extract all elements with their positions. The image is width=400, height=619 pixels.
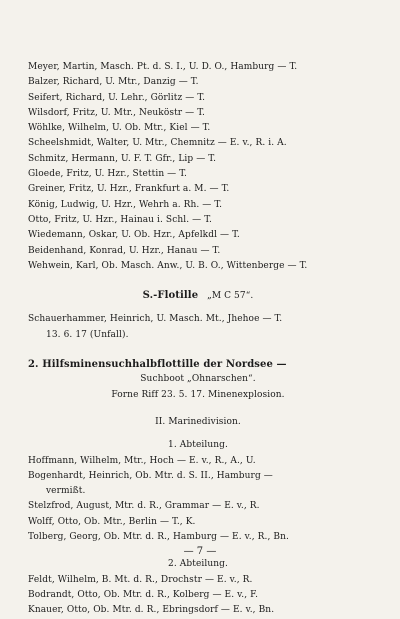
list-item: Stelzfrod, August, Mtr. d. R., Grammar — E. v., R. xyxy=(28,501,260,512)
list-item: Wilsdorf, Fritz, U. Mtr., Neuköstr — T. xyxy=(28,107,205,118)
list-item: Feldt, Wilhelm, B. Mt. d. R., Drochstr — E. v., R. xyxy=(28,574,253,585)
section-title: 2. Hilfsminensuchhalbflottille der Nordsee — xyxy=(28,359,287,371)
flotille-title: S.-Flotille xyxy=(142,290,199,302)
list-item: Knauer, Otto, Ob. Mtr. d. R., Ebringsdorf — E. v., Bn. xyxy=(28,605,275,616)
list-item: Beidenhand, Konrad, U. Hzr., Hanau — T. xyxy=(28,245,221,256)
page-number: — 7 — xyxy=(183,546,217,557)
entry-list xyxy=(28,60,368,619)
list-item: Tolberg, Georg, Ob. Mtr. d. R., Hamburg — E. v., R., Bn. xyxy=(28,532,289,543)
list-item: Hoffmann, Wilhelm, Mtr., Hoch — E. v., R., A., U. xyxy=(28,455,256,466)
flotille-heading xyxy=(28,288,368,304)
list-item: Wehwein, Karl, Ob. Masch. Anw., U. B. O., Wittenberge — T. xyxy=(28,260,308,271)
list-item: Meyer, Martin, Masch. Pt. d. S. I., U. D. O., Hamburg — T. xyxy=(28,62,298,72)
list-item: Balzer, Richard, U. Mtr., Danzig — T. xyxy=(28,77,199,88)
date-line: Forne Riff 23. 5. 17. Minenexplosion. xyxy=(111,389,285,400)
division-heading: II. Marinedivision. xyxy=(155,416,241,427)
list-item: König, Ludwig, U. Hzr., Wehrh a. Rh. — T. xyxy=(28,199,223,210)
list-item: vermißt. xyxy=(46,486,86,497)
list-item: 13. 6. 17 (Unfall). xyxy=(46,329,129,340)
flotille-subtitle: „M C 57“. xyxy=(207,291,254,302)
group-label: 1. Abteilung. xyxy=(168,440,228,451)
list-item: Otto, Fritz, U. Hzr., Hainau i. Schl. — T. xyxy=(28,214,212,225)
group-label: 2. Abteilung. xyxy=(168,559,228,570)
list-item: Bodrandt, Otto, Ob. Mtr. d. R., Kolberg — E. v., F. xyxy=(28,589,259,600)
list-item: Wolff, Otto, Ob. Mtr., Berlin — T., K. xyxy=(28,516,196,527)
section-subtitle: Suchboot „Ohnarschen“. xyxy=(140,374,256,385)
list-item: Wiedemann, Oskar, U. Ob. Hzr., Apfelkdl — T. xyxy=(28,230,240,241)
list-item: Gloede, Fritz, U. Hzr., Stettin — T. xyxy=(28,169,187,180)
list-item: Bogenhardt, Heinrich, Ob. Mtr. d. S. II., Hamburg — xyxy=(28,470,273,481)
list-item: Schauerhammer, Heinrich, U. Masch. Mt., Jhehoe — T. xyxy=(28,314,283,325)
list-item: Wöhlke, Wilhelm, U. Ob. Mtr., Kiel — T. xyxy=(28,123,211,134)
list-item: Greiner, Fritz, U. Hzr., Frankfurt a. M. — T. xyxy=(28,184,230,195)
list-item: Scheelshmidt, Walter, U. Mtr., Chemnitz — E. v., R. i. A. xyxy=(28,138,287,149)
list-item: Seifert, Richard, U. Lehr., Görlitz — T. xyxy=(28,92,206,103)
list-item: Schmitz, Hermann, U. F. T. Gfr., Lip — T. xyxy=(28,153,217,164)
